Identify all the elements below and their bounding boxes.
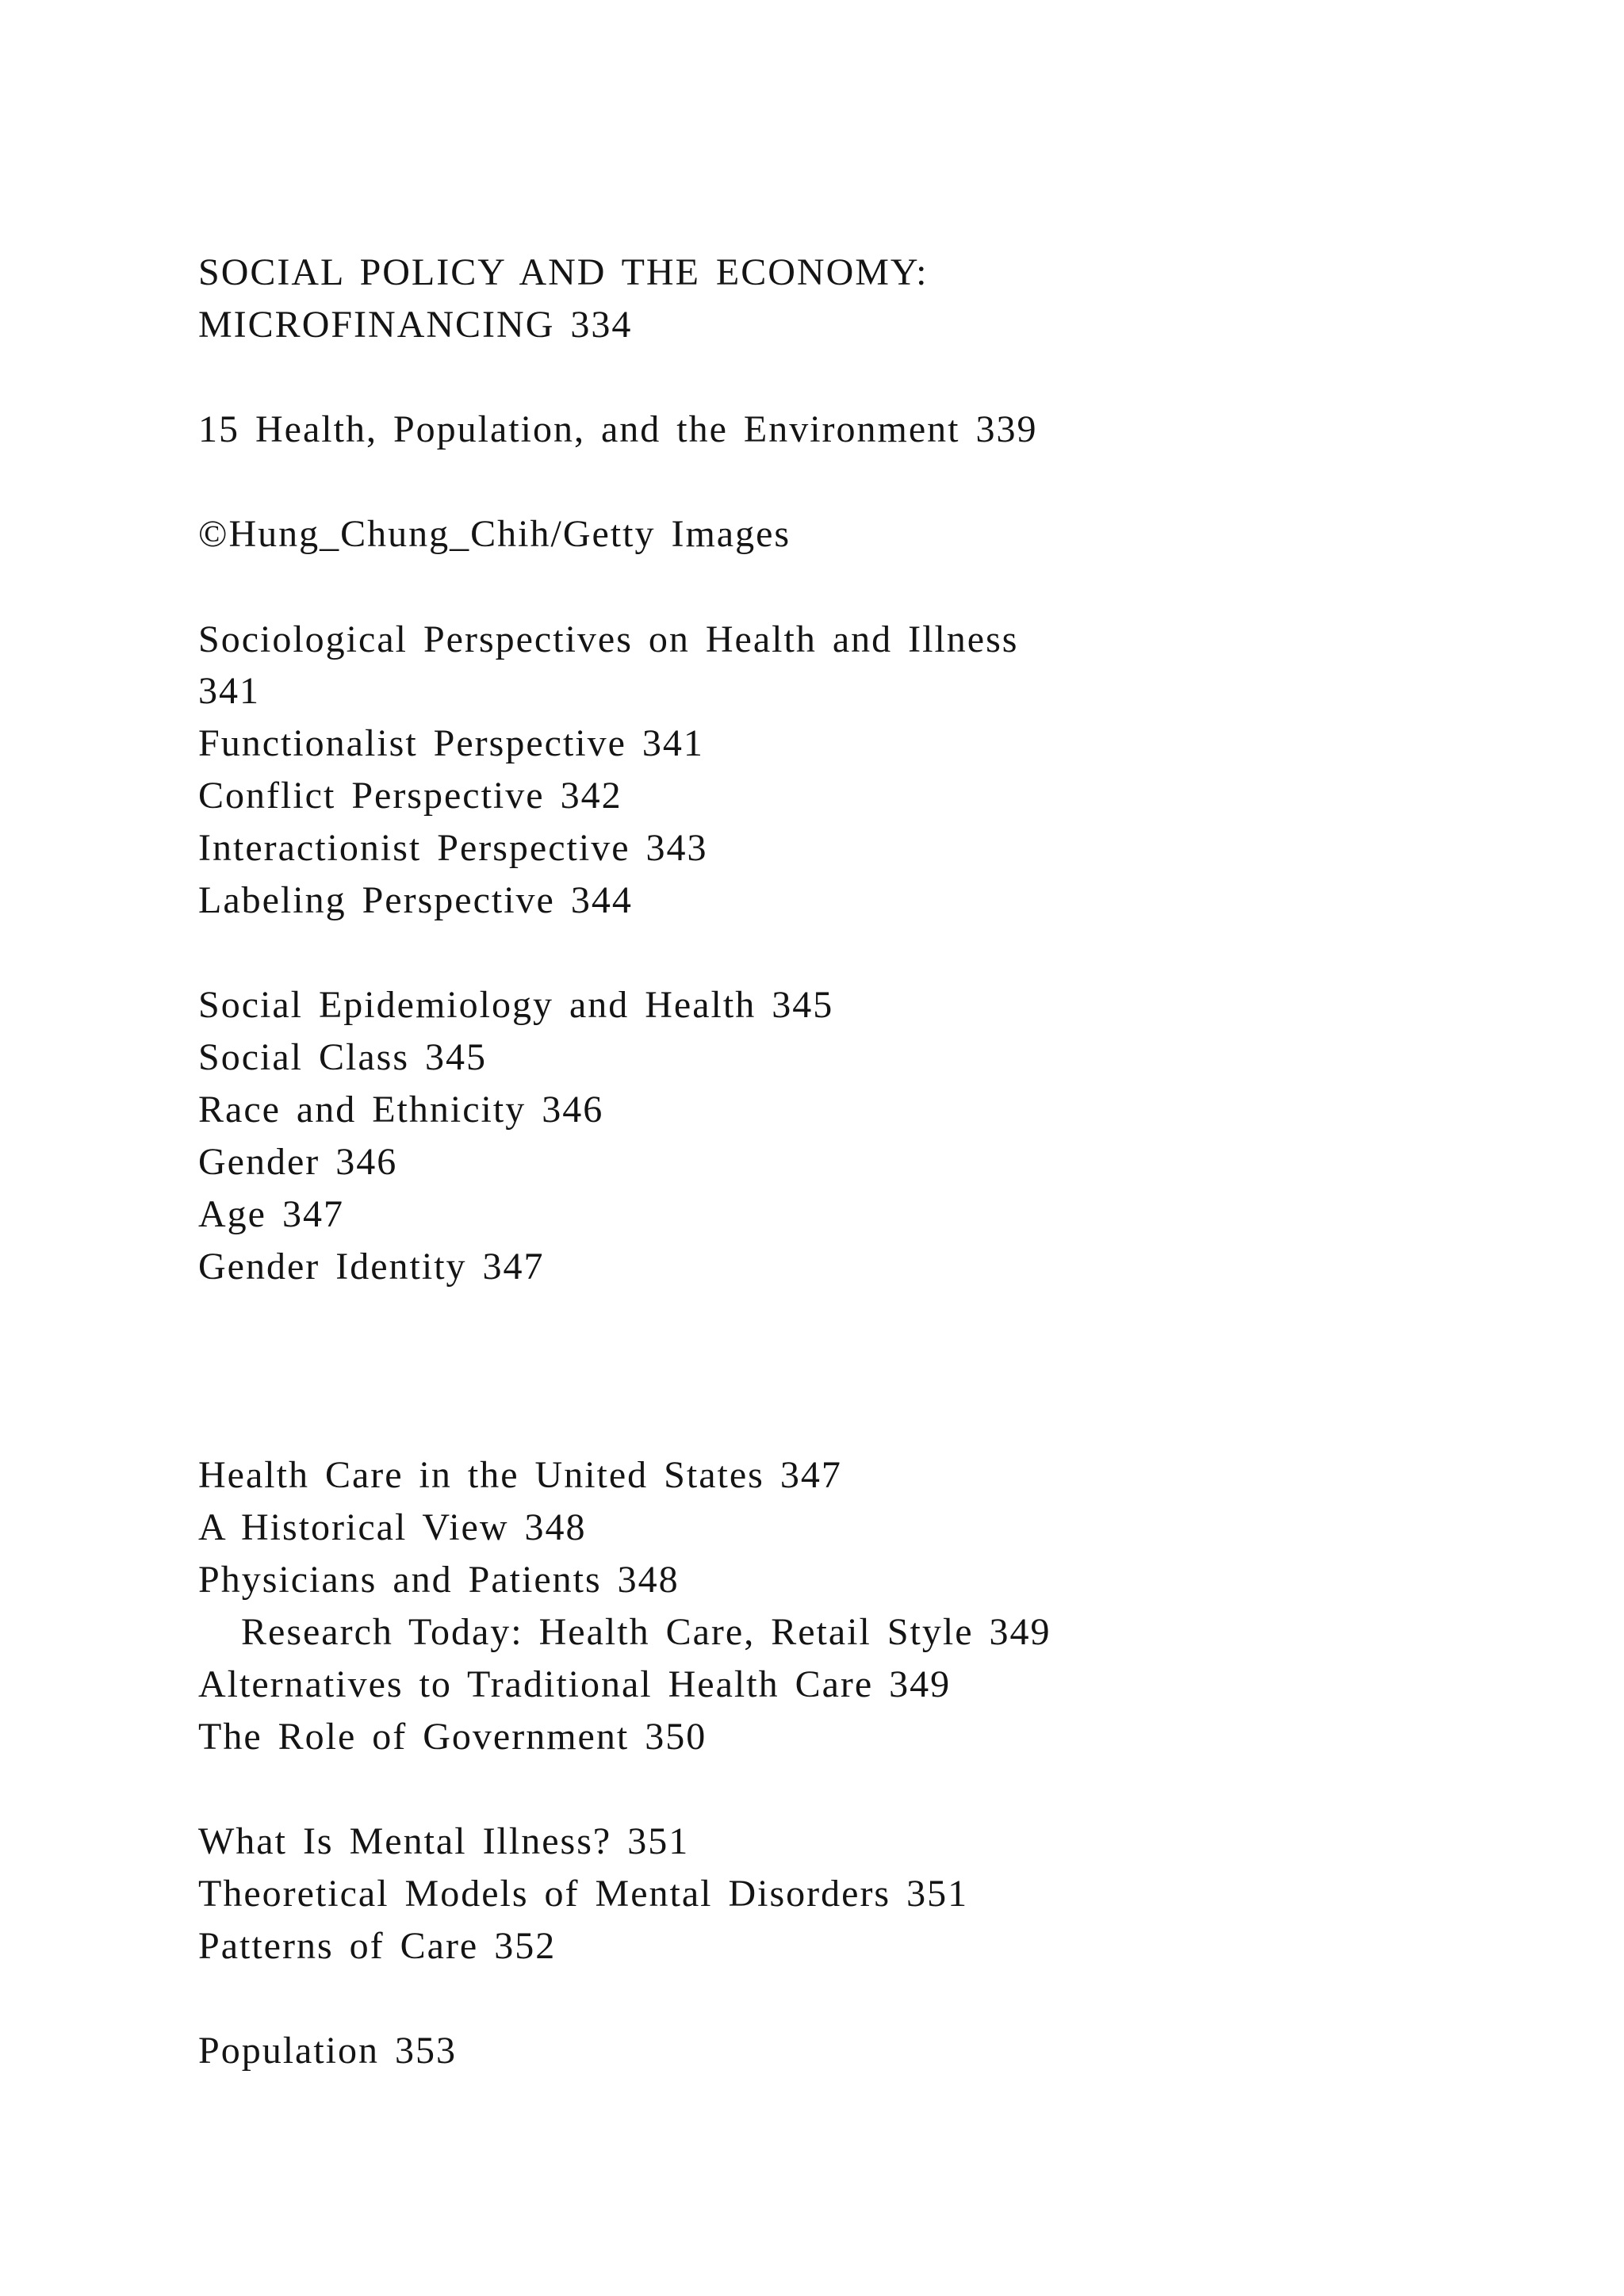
toc-line-conflict: Conflict Perspective 342 [198, 775, 622, 817]
toc-line-age: Age 347 [198, 1193, 344, 1235]
toc-line-social-class: Social Class 345 [198, 1036, 487, 1078]
toc-line-patterns-of-care: Patterns of Care 352 [198, 1925, 557, 1967]
toc-line-social-policy-heading: SOCIAL POLICY AND THE ECONOMY: [198, 251, 929, 293]
toc-line-historical-view: A Historical View 348 [198, 1506, 587, 1548]
toc-line-alternatives: Alternatives to Traditional Health Care 349 [198, 1663, 952, 1705]
toc-line-population: Population 353 [198, 2030, 458, 2072]
toc-line-race-ethnicity: Race and Ethnicity 346 [198, 1089, 604, 1131]
toc-line-interactionist: Interactionist Perspective 343 [198, 827, 708, 869]
toc-line-gender: Gender 346 [198, 1141, 398, 1183]
toc-line-microfinancing: MICROFINANCING 334 [198, 304, 633, 346]
toc-line-photo-credit: ©Hung_Chung_Chih/Getty Images [198, 513, 791, 555]
toc-line-sociological-perspectives: Sociological Perspectives on Health and Illness [198, 618, 1019, 660]
toc-line-labeling: Labeling Perspective 344 [198, 879, 633, 921]
toc-line-chapter-15: 15 Health, Population, and the Environment 339 [198, 408, 1038, 450]
toc-line-theoretical-models: Theoretical Models of Mental Disorders 351 [198, 1873, 969, 1915]
toc-line-sociological-perspectives-page: 341 [198, 670, 260, 712]
toc-line-physicians-patients: Physicians and Patients 348 [198, 1559, 680, 1601]
toc-line-social-epidemiology: Social Epidemiology and Health 345 [198, 984, 834, 1026]
toc-line-research-today: Research Today: Health Care, Retail Style 349 [241, 1611, 1051, 1653]
toc-line-health-care-us: Health Care in the United States 347 [198, 1454, 842, 1496]
toc-line-functionalist: Functionalist Perspective 341 [198, 722, 704, 764]
toc-line-role-of-government: The Role of Government 350 [198, 1716, 707, 1758]
toc-line-mental-illness: What Is Mental Illness? 351 [198, 1820, 690, 1862]
toc-line-gender-identity: Gender Identity 347 [198, 1246, 545, 1288]
